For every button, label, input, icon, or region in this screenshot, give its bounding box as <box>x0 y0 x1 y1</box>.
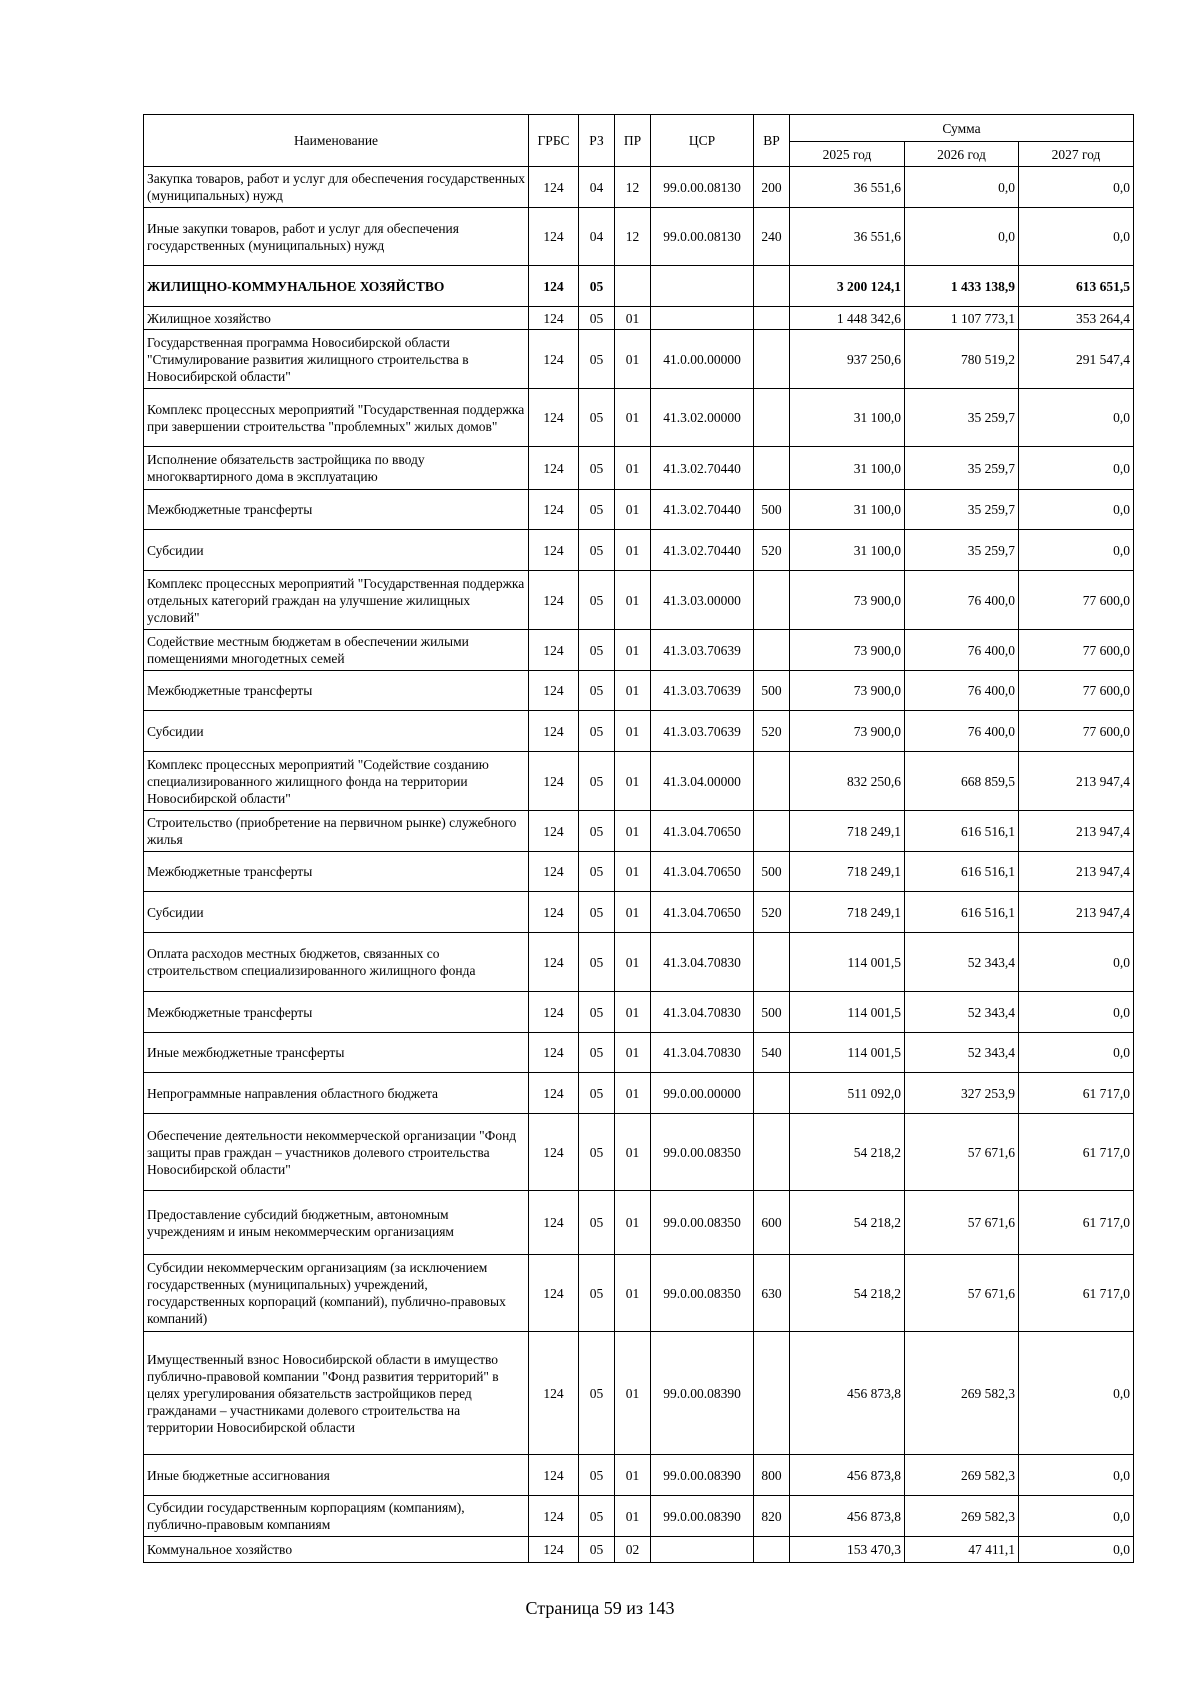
header-name: Наименование <box>144 115 529 167</box>
cell-2025: 31 100,0 <box>790 530 905 571</box>
cell-2025: 718 249,1 <box>790 811 905 852</box>
cell-2027: 0,0 <box>1019 1033 1134 1073</box>
cell-pr: 01 <box>615 490 651 530</box>
table-row <box>144 1332 1134 1455</box>
table-row <box>144 1191 1134 1255</box>
cell-2026: 269 582,3 <box>905 1496 1019 1537</box>
cell-grbs: 124 <box>529 490 579 530</box>
cell-grbs: 124 <box>529 266 579 307</box>
cell-2026: 52 343,4 <box>905 992 1019 1033</box>
cell-2026: 668 859,5 <box>905 752 1019 811</box>
header-pr: ПР <box>615 115 651 167</box>
cell-pr: 01 <box>615 892 651 933</box>
cell-pr: 01 <box>615 1114 651 1191</box>
cell-name: Иные закупки товаров, работ и услуг для обеспечения государственных (муниципальных) нужд <box>144 208 529 266</box>
cell-vr <box>754 1332 790 1455</box>
cell-2027: 77 600,0 <box>1019 630 1134 671</box>
cell-csr: 41.3.02.00000 <box>651 389 754 447</box>
table-row <box>144 711 1134 752</box>
cell-vr: 240 <box>754 208 790 266</box>
header-sum: Сумма <box>790 115 1134 142</box>
cell-vr: 520 <box>754 892 790 933</box>
cell-2025: 456 873,8 <box>790 1496 905 1537</box>
cell-grbs: 124 <box>529 671 579 711</box>
cell-rz: 05 <box>579 266 615 307</box>
cell-rz: 05 <box>579 1496 615 1537</box>
cell-vr: 800 <box>754 1455 790 1496</box>
cell-grbs: 124 <box>529 530 579 571</box>
cell-vr <box>754 1114 790 1191</box>
table-row <box>144 852 1134 892</box>
cell-2027: 77 600,0 <box>1019 571 1134 630</box>
cell-vr <box>754 1537 790 1563</box>
cell-vr: 500 <box>754 671 790 711</box>
cell-name: Иные бюджетные ассигнования <box>144 1455 529 1496</box>
table-row <box>144 1073 1134 1114</box>
cell-vr: 540 <box>754 1033 790 1073</box>
cell-2027: 0,0 <box>1019 167 1134 208</box>
cell-pr: 01 <box>615 671 651 711</box>
cell-vr: 500 <box>754 992 790 1033</box>
cell-name: Обеспечение деятельности некоммерческой организации "Фонд защиты прав граждан – участников долевого строительства Новосибирской области" <box>144 1114 529 1191</box>
table-row <box>144 1033 1134 1073</box>
cell-grbs: 124 <box>529 992 579 1033</box>
cell-pr: 01 <box>615 1496 651 1537</box>
cell-vr <box>754 389 790 447</box>
cell-2026: 47 411,1 <box>905 1537 1019 1563</box>
cell-name: Субсидии <box>144 892 529 933</box>
cell-name: Имущественный взнос Новосибирской области в имущество публично-правовой компании "Фонд развития территорий" в целях урегулирования обязательств застройщиков перед гражданами – участниками долевого строительства на территории Новосибирской области <box>144 1332 529 1455</box>
table-row <box>144 1455 1134 1496</box>
cell-csr: 99.0.00.08130 <box>651 167 754 208</box>
cell-csr <box>651 307 754 330</box>
cell-name: Комплекс процессных мероприятий "Государственная поддержка отдельных категорий граждан на улучшение жилищных условий" <box>144 571 529 630</box>
cell-rz: 04 <box>579 167 615 208</box>
cell-2025: 153 470,3 <box>790 1537 905 1563</box>
cell-rz: 05 <box>579 630 615 671</box>
cell-vr <box>754 447 790 490</box>
cell-2027: 213 947,4 <box>1019 752 1134 811</box>
cell-2027: 0,0 <box>1019 992 1134 1033</box>
table-row <box>144 389 1134 447</box>
cell-2026: 35 259,7 <box>905 389 1019 447</box>
cell-name: Коммунальное хозяйство <box>144 1537 529 1563</box>
cell-pr: 01 <box>615 630 651 671</box>
cell-name: Предоставление субсидий бюджетным, автономным учреждениям и иным некоммерческим организациям <box>144 1191 529 1255</box>
table-row <box>144 630 1134 671</box>
cell-name: Межбюджетные трансферты <box>144 671 529 711</box>
cell-2025: 73 900,0 <box>790 571 905 630</box>
cell-name: Исполнение обязательств застройщика по вводу многоквартирного дома в эксплуатацию <box>144 447 529 490</box>
cell-rz: 05 <box>579 1537 615 1563</box>
cell-vr <box>754 266 790 307</box>
cell-name: Строительство (приобретение на первичном рынке) служебного жилья <box>144 811 529 852</box>
cell-name: Субсидии <box>144 530 529 571</box>
cell-pr: 01 <box>615 307 651 330</box>
cell-2025: 1 448 342,6 <box>790 307 905 330</box>
cell-2025: 718 249,1 <box>790 892 905 933</box>
cell-rz: 05 <box>579 389 615 447</box>
cell-pr: 01 <box>615 1332 651 1455</box>
cell-2025: 73 900,0 <box>790 630 905 671</box>
header-vr: ВР <box>754 115 790 167</box>
cell-grbs: 124 <box>529 208 579 266</box>
cell-csr: 41.3.04.00000 <box>651 752 754 811</box>
cell-csr: 41.3.03.70639 <box>651 671 754 711</box>
cell-2026: 0,0 <box>905 167 1019 208</box>
cell-2026: 0,0 <box>905 208 1019 266</box>
table-row <box>144 447 1134 490</box>
cell-2027: 0,0 <box>1019 447 1134 490</box>
cell-csr: 99.0.00.08350 <box>651 1191 754 1255</box>
cell-pr: 01 <box>615 1455 651 1496</box>
cell-grbs: 124 <box>529 330 579 389</box>
cell-pr: 01 <box>615 571 651 630</box>
cell-vr: 600 <box>754 1191 790 1255</box>
cell-2026: 76 400,0 <box>905 671 1019 711</box>
cell-vr: 500 <box>754 490 790 530</box>
cell-grbs: 124 <box>529 1114 579 1191</box>
cell-2025: 718 249,1 <box>790 852 905 892</box>
cell-rz: 05 <box>579 490 615 530</box>
cell-pr: 12 <box>615 208 651 266</box>
cell-2026: 1 107 773,1 <box>905 307 1019 330</box>
cell-name: Государственная программа Новосибирской области "Стимулирование развития жилищного строительства в Новосибирской области" <box>144 330 529 389</box>
cell-2027: 213 947,4 <box>1019 811 1134 852</box>
page-number: Страница 59 из 143 <box>525 1598 675 1618</box>
cell-vr <box>754 571 790 630</box>
cell-2025: 456 873,8 <box>790 1332 905 1455</box>
cell-vr <box>754 1073 790 1114</box>
cell-2027: 0,0 <box>1019 933 1134 992</box>
header-grbs: ГРБС <box>529 115 579 167</box>
cell-csr: 41.3.04.70650 <box>651 852 754 892</box>
cell-2027: 291 547,4 <box>1019 330 1134 389</box>
cell-csr: 41.3.02.70440 <box>651 530 754 571</box>
cell-csr: 41.3.03.70639 <box>651 711 754 752</box>
cell-vr: 200 <box>754 167 790 208</box>
cell-vr <box>754 330 790 389</box>
cell-vr: 520 <box>754 711 790 752</box>
cell-grbs: 124 <box>529 1455 579 1496</box>
cell-grbs: 124 <box>529 630 579 671</box>
cell-rz: 05 <box>579 1073 615 1114</box>
cell-pr: 01 <box>615 1255 651 1332</box>
cell-2026: 76 400,0 <box>905 571 1019 630</box>
cell-name: Субсидии государственным корпорациям (компаниям), публично-правовым компаниям <box>144 1496 529 1537</box>
table-row <box>144 307 1134 330</box>
table-row <box>144 330 1134 389</box>
cell-grbs: 124 <box>529 307 579 330</box>
cell-2026: 52 343,4 <box>905 933 1019 992</box>
cell-2026: 616 516,1 <box>905 811 1019 852</box>
cell-grbs: 124 <box>529 571 579 630</box>
cell-name: Непрограммные направления областного бюджета <box>144 1073 529 1114</box>
table-row <box>144 1496 1134 1537</box>
cell-2026: 76 400,0 <box>905 630 1019 671</box>
cell-pr: 01 <box>615 1033 651 1073</box>
cell-pr: 02 <box>615 1537 651 1563</box>
cell-2026: 269 582,3 <box>905 1332 1019 1455</box>
cell-2027: 77 600,0 <box>1019 711 1134 752</box>
cell-grbs: 124 <box>529 752 579 811</box>
table-row <box>144 811 1134 852</box>
cell-2025: 114 001,5 <box>790 933 905 992</box>
table-row <box>144 167 1134 208</box>
cell-2026: 327 253,9 <box>905 1073 1019 1114</box>
cell-2027: 61 717,0 <box>1019 1191 1134 1255</box>
cell-name: Содействие местным бюджетам в обеспечении жилыми помещениями многодетных семей <box>144 630 529 671</box>
cell-2027: 61 717,0 <box>1019 1073 1134 1114</box>
cell-csr: 99.0.00.08390 <box>651 1332 754 1455</box>
cell-pr: 01 <box>615 330 651 389</box>
cell-grbs: 124 <box>529 811 579 852</box>
cell-name: Комплекс процессных мероприятий "Содействие созданию специализированного жилищного фонда на территории Новосибирской области" <box>144 752 529 811</box>
cell-2026: 35 259,7 <box>905 447 1019 490</box>
cell-2025: 937 250,6 <box>790 330 905 389</box>
table-row <box>144 490 1134 530</box>
cell-2026: 57 671,6 <box>905 1255 1019 1332</box>
cell-2025: 73 900,0 <box>790 671 905 711</box>
cell-2026: 616 516,1 <box>905 852 1019 892</box>
cell-grbs: 124 <box>529 167 579 208</box>
cell-grbs: 124 <box>529 1033 579 1073</box>
cell-rz: 05 <box>579 811 615 852</box>
cell-name: Субсидии <box>144 711 529 752</box>
cell-vr <box>754 811 790 852</box>
cell-pr: 12 <box>615 167 651 208</box>
cell-csr: 41.3.03.70639 <box>651 630 754 671</box>
cell-csr: 41.3.04.70830 <box>651 992 754 1033</box>
cell-vr <box>754 933 790 992</box>
cell-2027: 353 264,4 <box>1019 307 1134 330</box>
cell-pr: 01 <box>615 1191 651 1255</box>
cell-rz: 05 <box>579 1191 615 1255</box>
table-row <box>144 892 1134 933</box>
table-header <box>144 115 1134 167</box>
table-row <box>144 266 1134 307</box>
cell-2025: 73 900,0 <box>790 711 905 752</box>
cell-rz: 04 <box>579 208 615 266</box>
cell-rz: 05 <box>579 1455 615 1496</box>
cell-2027: 0,0 <box>1019 490 1134 530</box>
cell-2027: 0,0 <box>1019 1455 1134 1496</box>
cell-rz: 05 <box>579 307 615 330</box>
cell-pr: 01 <box>615 711 651 752</box>
table-row <box>144 1537 1134 1563</box>
cell-vr: 520 <box>754 530 790 571</box>
cell-csr: 41.3.04.70650 <box>651 892 754 933</box>
cell-csr <box>651 1537 754 1563</box>
cell-2027: 613 651,5 <box>1019 266 1134 307</box>
cell-rz: 05 <box>579 330 615 389</box>
cell-pr: 01 <box>615 852 651 892</box>
cell-2027: 213 947,4 <box>1019 852 1134 892</box>
cell-grbs: 124 <box>529 1191 579 1255</box>
cell-name: Иные межбюджетные трансферты <box>144 1033 529 1073</box>
cell-2027: 0,0 <box>1019 1332 1134 1455</box>
cell-rz: 05 <box>579 671 615 711</box>
cell-2025: 3 200 124,1 <box>790 266 905 307</box>
cell-rz: 05 <box>579 1114 615 1191</box>
table-row <box>144 671 1134 711</box>
cell-grbs: 124 <box>529 447 579 490</box>
cell-2025: 36 551,6 <box>790 167 905 208</box>
cell-rz: 05 <box>579 711 615 752</box>
cell-grbs: 124 <box>529 892 579 933</box>
table-row <box>144 992 1134 1033</box>
cell-2025: 54 218,2 <box>790 1255 905 1332</box>
cell-2025: 31 100,0 <box>790 389 905 447</box>
cell-2026: 76 400,0 <box>905 711 1019 752</box>
cell-2026: 35 259,7 <box>905 490 1019 530</box>
cell-grbs: 124 <box>529 852 579 892</box>
cell-pr: 01 <box>615 811 651 852</box>
cell-rz: 05 <box>579 447 615 490</box>
cell-name: Субсидии некоммерческим организациям (за исключением государственных (муниципальных) учреждений, государственных корпораций (компаний), публично-правовых компаний) <box>144 1255 529 1332</box>
cell-2025: 54 218,2 <box>790 1191 905 1255</box>
cell-rz: 05 <box>579 1255 615 1332</box>
cell-rz: 05 <box>579 852 615 892</box>
table-row <box>144 530 1134 571</box>
cell-2026: 780 519,2 <box>905 330 1019 389</box>
cell-name: Межбюджетные трансферты <box>144 992 529 1033</box>
table-body <box>144 167 1134 1563</box>
cell-csr: 99.0.00.08390 <box>651 1455 754 1496</box>
cell-vr <box>754 307 790 330</box>
cell-vr: 630 <box>754 1255 790 1332</box>
cell-2025: 114 001,5 <box>790 1033 905 1073</box>
cell-name: Закупка товаров, работ и услуг для обеспечения государственных (муниципальных) нужд <box>144 167 529 208</box>
cell-2027: 0,0 <box>1019 1537 1134 1563</box>
header-rz: РЗ <box>579 115 615 167</box>
cell-pr: 01 <box>615 752 651 811</box>
cell-2027: 0,0 <box>1019 208 1134 266</box>
cell-grbs: 124 <box>529 711 579 752</box>
cell-2026: 616 516,1 <box>905 892 1019 933</box>
cell-pr: 01 <box>615 447 651 490</box>
table-row <box>144 752 1134 811</box>
cell-csr: 41.3.02.70440 <box>651 447 754 490</box>
cell-2027: 61 717,0 <box>1019 1255 1134 1332</box>
cell-2027: 0,0 <box>1019 389 1134 447</box>
cell-grbs: 124 <box>529 933 579 992</box>
cell-grbs: 124 <box>529 1537 579 1563</box>
cell-2027: 61 717,0 <box>1019 1114 1134 1191</box>
cell-name: Межбюджетные трансферты <box>144 490 529 530</box>
cell-name: Межбюджетные трансферты <box>144 852 529 892</box>
cell-rz: 05 <box>579 933 615 992</box>
cell-2025: 36 551,6 <box>790 208 905 266</box>
cell-2027: 213 947,4 <box>1019 892 1134 933</box>
cell-pr: 01 <box>615 530 651 571</box>
cell-rz: 05 <box>579 752 615 811</box>
cell-grbs: 124 <box>529 1496 579 1537</box>
cell-rz: 05 <box>579 1332 615 1455</box>
header-csr: ЦСР <box>651 115 754 167</box>
cell-csr: 41.3.03.00000 <box>651 571 754 630</box>
cell-vr <box>754 630 790 671</box>
cell-csr: 41.3.04.70830 <box>651 1033 754 1073</box>
cell-pr: 01 <box>615 1073 651 1114</box>
cell-csr: 41.3.04.70650 <box>651 811 754 852</box>
cell-2025: 31 100,0 <box>790 447 905 490</box>
table-row <box>144 208 1134 266</box>
cell-csr: 99.0.00.00000 <box>651 1073 754 1114</box>
cell-2026: 52 343,4 <box>905 1033 1019 1073</box>
cell-name: ЖИЛИЩНО-КОММУНАЛЬНОЕ ХОЗЯЙСТВО <box>144 266 529 307</box>
table-row <box>144 933 1134 992</box>
cell-vr: 820 <box>754 1496 790 1537</box>
header-year-2027: 2027 год <box>1019 142 1134 167</box>
cell-vr: 500 <box>754 852 790 892</box>
cell-csr: 41.3.04.70830 <box>651 933 754 992</box>
header-year-2025: 2025 год <box>790 142 905 167</box>
cell-rz: 05 <box>579 571 615 630</box>
cell-rz: 05 <box>579 530 615 571</box>
cell-2025: 832 250,6 <box>790 752 905 811</box>
cell-2027: 77 600,0 <box>1019 671 1134 711</box>
cell-csr <box>651 266 754 307</box>
cell-2025: 114 001,5 <box>790 992 905 1033</box>
cell-grbs: 124 <box>529 389 579 447</box>
cell-2026: 35 259,7 <box>905 530 1019 571</box>
cell-name: Жилищное хозяйство <box>144 307 529 330</box>
cell-2027: 0,0 <box>1019 1496 1134 1537</box>
cell-csr: 99.0.00.08390 <box>651 1496 754 1537</box>
cell-name: Комплекс процессных мероприятий "Государственная поддержка при завершении строительства "проблемных" жилых домов" <box>144 389 529 447</box>
cell-pr: 01 <box>615 992 651 1033</box>
cell-grbs: 124 <box>529 1073 579 1114</box>
cell-csr: 41.0.00.00000 <box>651 330 754 389</box>
header-year-2026: 2026 год <box>905 142 1019 167</box>
cell-pr: 01 <box>615 389 651 447</box>
budget-table <box>143 114 1134 1563</box>
cell-rz: 05 <box>579 892 615 933</box>
table-row <box>144 571 1134 630</box>
cell-2025: 511 092,0 <box>790 1073 905 1114</box>
cell-2026: 57 671,6 <box>905 1114 1019 1191</box>
cell-2025: 54 218,2 <box>790 1114 905 1191</box>
cell-2026: 57 671,6 <box>905 1191 1019 1255</box>
table-row <box>144 1114 1134 1191</box>
cell-vr <box>754 752 790 811</box>
cell-pr <box>615 266 651 307</box>
cell-name: Оплата расходов местных бюджетов, связанных со строительством специализированного жилищного фонда <box>144 933 529 992</box>
cell-csr: 99.0.00.08130 <box>651 208 754 266</box>
cell-grbs: 124 <box>529 1255 579 1332</box>
cell-grbs: 124 <box>529 1332 579 1455</box>
cell-pr: 01 <box>615 933 651 992</box>
cell-csr: 99.0.00.08350 <box>651 1255 754 1332</box>
cell-2025: 31 100,0 <box>790 490 905 530</box>
cell-2026: 269 582,3 <box>905 1455 1019 1496</box>
cell-csr: 41.3.02.70440 <box>651 490 754 530</box>
cell-csr: 99.0.00.08350 <box>651 1114 754 1191</box>
cell-rz: 05 <box>579 992 615 1033</box>
cell-rz: 05 <box>579 1033 615 1073</box>
cell-2026: 1 433 138,9 <box>905 266 1019 307</box>
cell-2027: 0,0 <box>1019 530 1134 571</box>
table-row <box>144 1255 1134 1332</box>
cell-2025: 456 873,8 <box>790 1455 905 1496</box>
